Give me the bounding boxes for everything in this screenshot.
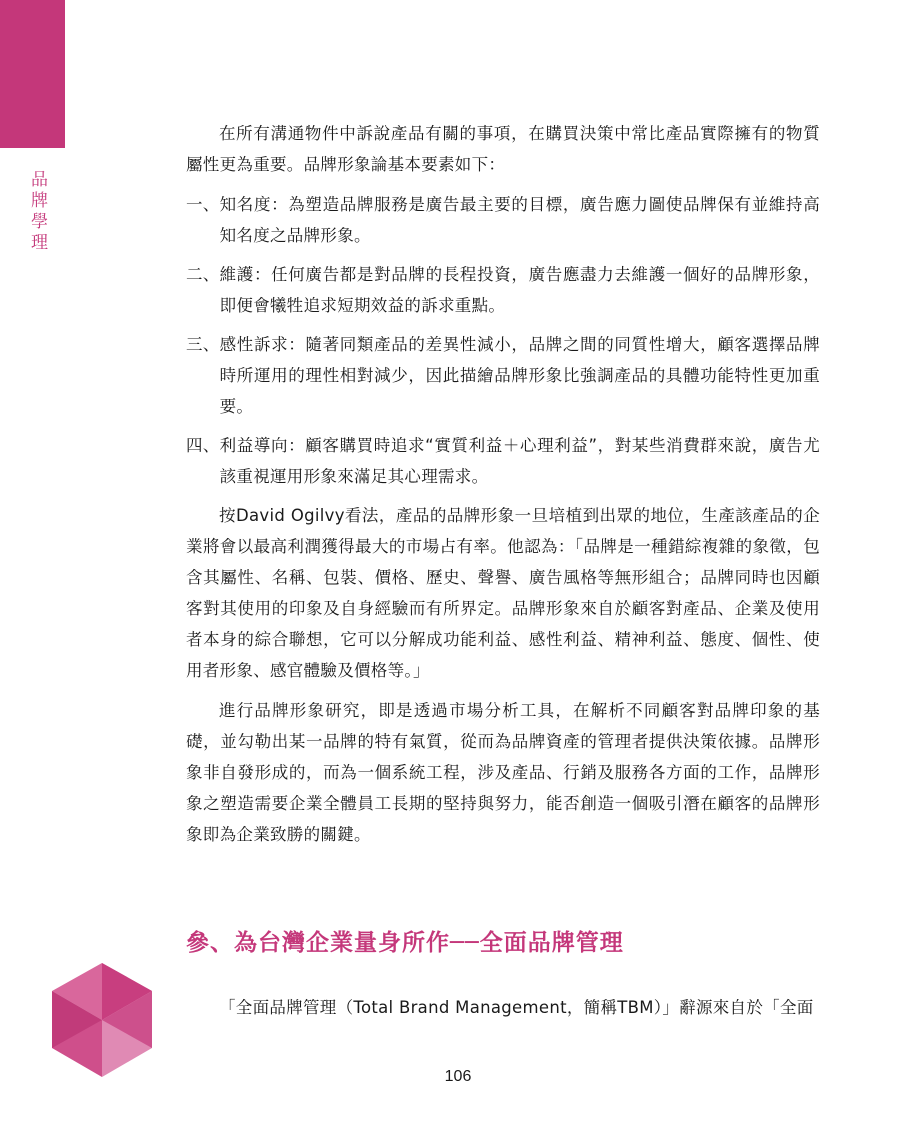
main-content [186, 118, 820, 859]
side-color-bar [0, 0, 65, 148]
list-item [186, 189, 820, 251]
section-heading: 參、為台灣企業量身所作──全面品牌管理 [186, 930, 624, 956]
list-item [186, 329, 820, 422]
page-number: 106 [444, 1068, 472, 1085]
list-item-text: 知名度：為塑造品牌服務是廣告最主要的目標，廣告應力圖使品牌保有並維持高知名度之品牌形象。 [219, 195, 820, 245]
list-item-number: 二、 [186, 265, 220, 284]
list-item-number: 四、 [186, 436, 220, 455]
list-item-text: 維護：任何廣告都是對品牌的長程投資，廣告應盡力去維護一個好的品牌形象，即便會犧牲追求短期效益的訴求重點。 [219, 265, 820, 315]
list-item [186, 259, 820, 321]
hexagon-cube-icon [52, 963, 152, 1077]
ogilvy-paragraph: 按David Ogilvy看法，產品的品牌形象一旦培植到出眾的地位，生產該產品的企業將會以最高利潤獲得最大的市場占有率。他認為：「品牌是一種錯綜複雜的象徵，包含其屬性、名稱、包裝、價格、歷史、聲譽、廣告風格等無形組合；品牌同時也因顧客對其使用的印象及自身經驗而有所界定。品牌形象來自於顧客對產品、企業及使用者本身的綜合聯想，它可以分解成功能利益、感性利益、精神利益、態度、個性、使用者形象、感官體驗及價格等。」 [186, 506, 820, 680]
list-item-text: 感性訴求：隨著同類產品的差異性減小，品牌之間的同質性增大，顧客選擇品牌時所運用的理性相對減少，因此描繪品牌形象比強調產品的具體功能特性更加重要。 [219, 335, 820, 416]
list-item [186, 430, 820, 492]
list-item-number: 一、 [186, 195, 220, 214]
side-section-label: 品牌學理 [27, 170, 47, 254]
list-item-text: 利益導向：顧客購買時追求“實質利益＋心理利益”，對某些消費群來說，廣告尤該重視運用形象來滿足其心理需求。 [219, 436, 820, 486]
list-item-number: 三、 [186, 335, 220, 354]
research-paragraph: 進行品牌形象研究，即是透過市場分析工具，在解析不同顧客對品牌印象的基礎，並勾勒出某一品牌的特有氣質，從而為品牌資產的管理者提供決策依據。品牌形象非自發形成的，而為一個系統工程，涉及產品、行銷及服務各方面的工作，品牌形象之塑造需要企業全體員工長期的堅持與努力，能否創造一個吸引潛在顧客的品牌形象即為企業致勝的關鍵。 [186, 701, 820, 844]
intro-paragraph: 在所有溝通物件中訴說產品有關的事項，在購買決策中常比產品實際擁有的物質屬性更為重要。品牌形象論基本要素如下： [186, 124, 820, 174]
section-first-line: 「全面品牌管理（Total Brand Management，簡稱TBM）」辭源來自於「全面 [219, 998, 814, 1017]
